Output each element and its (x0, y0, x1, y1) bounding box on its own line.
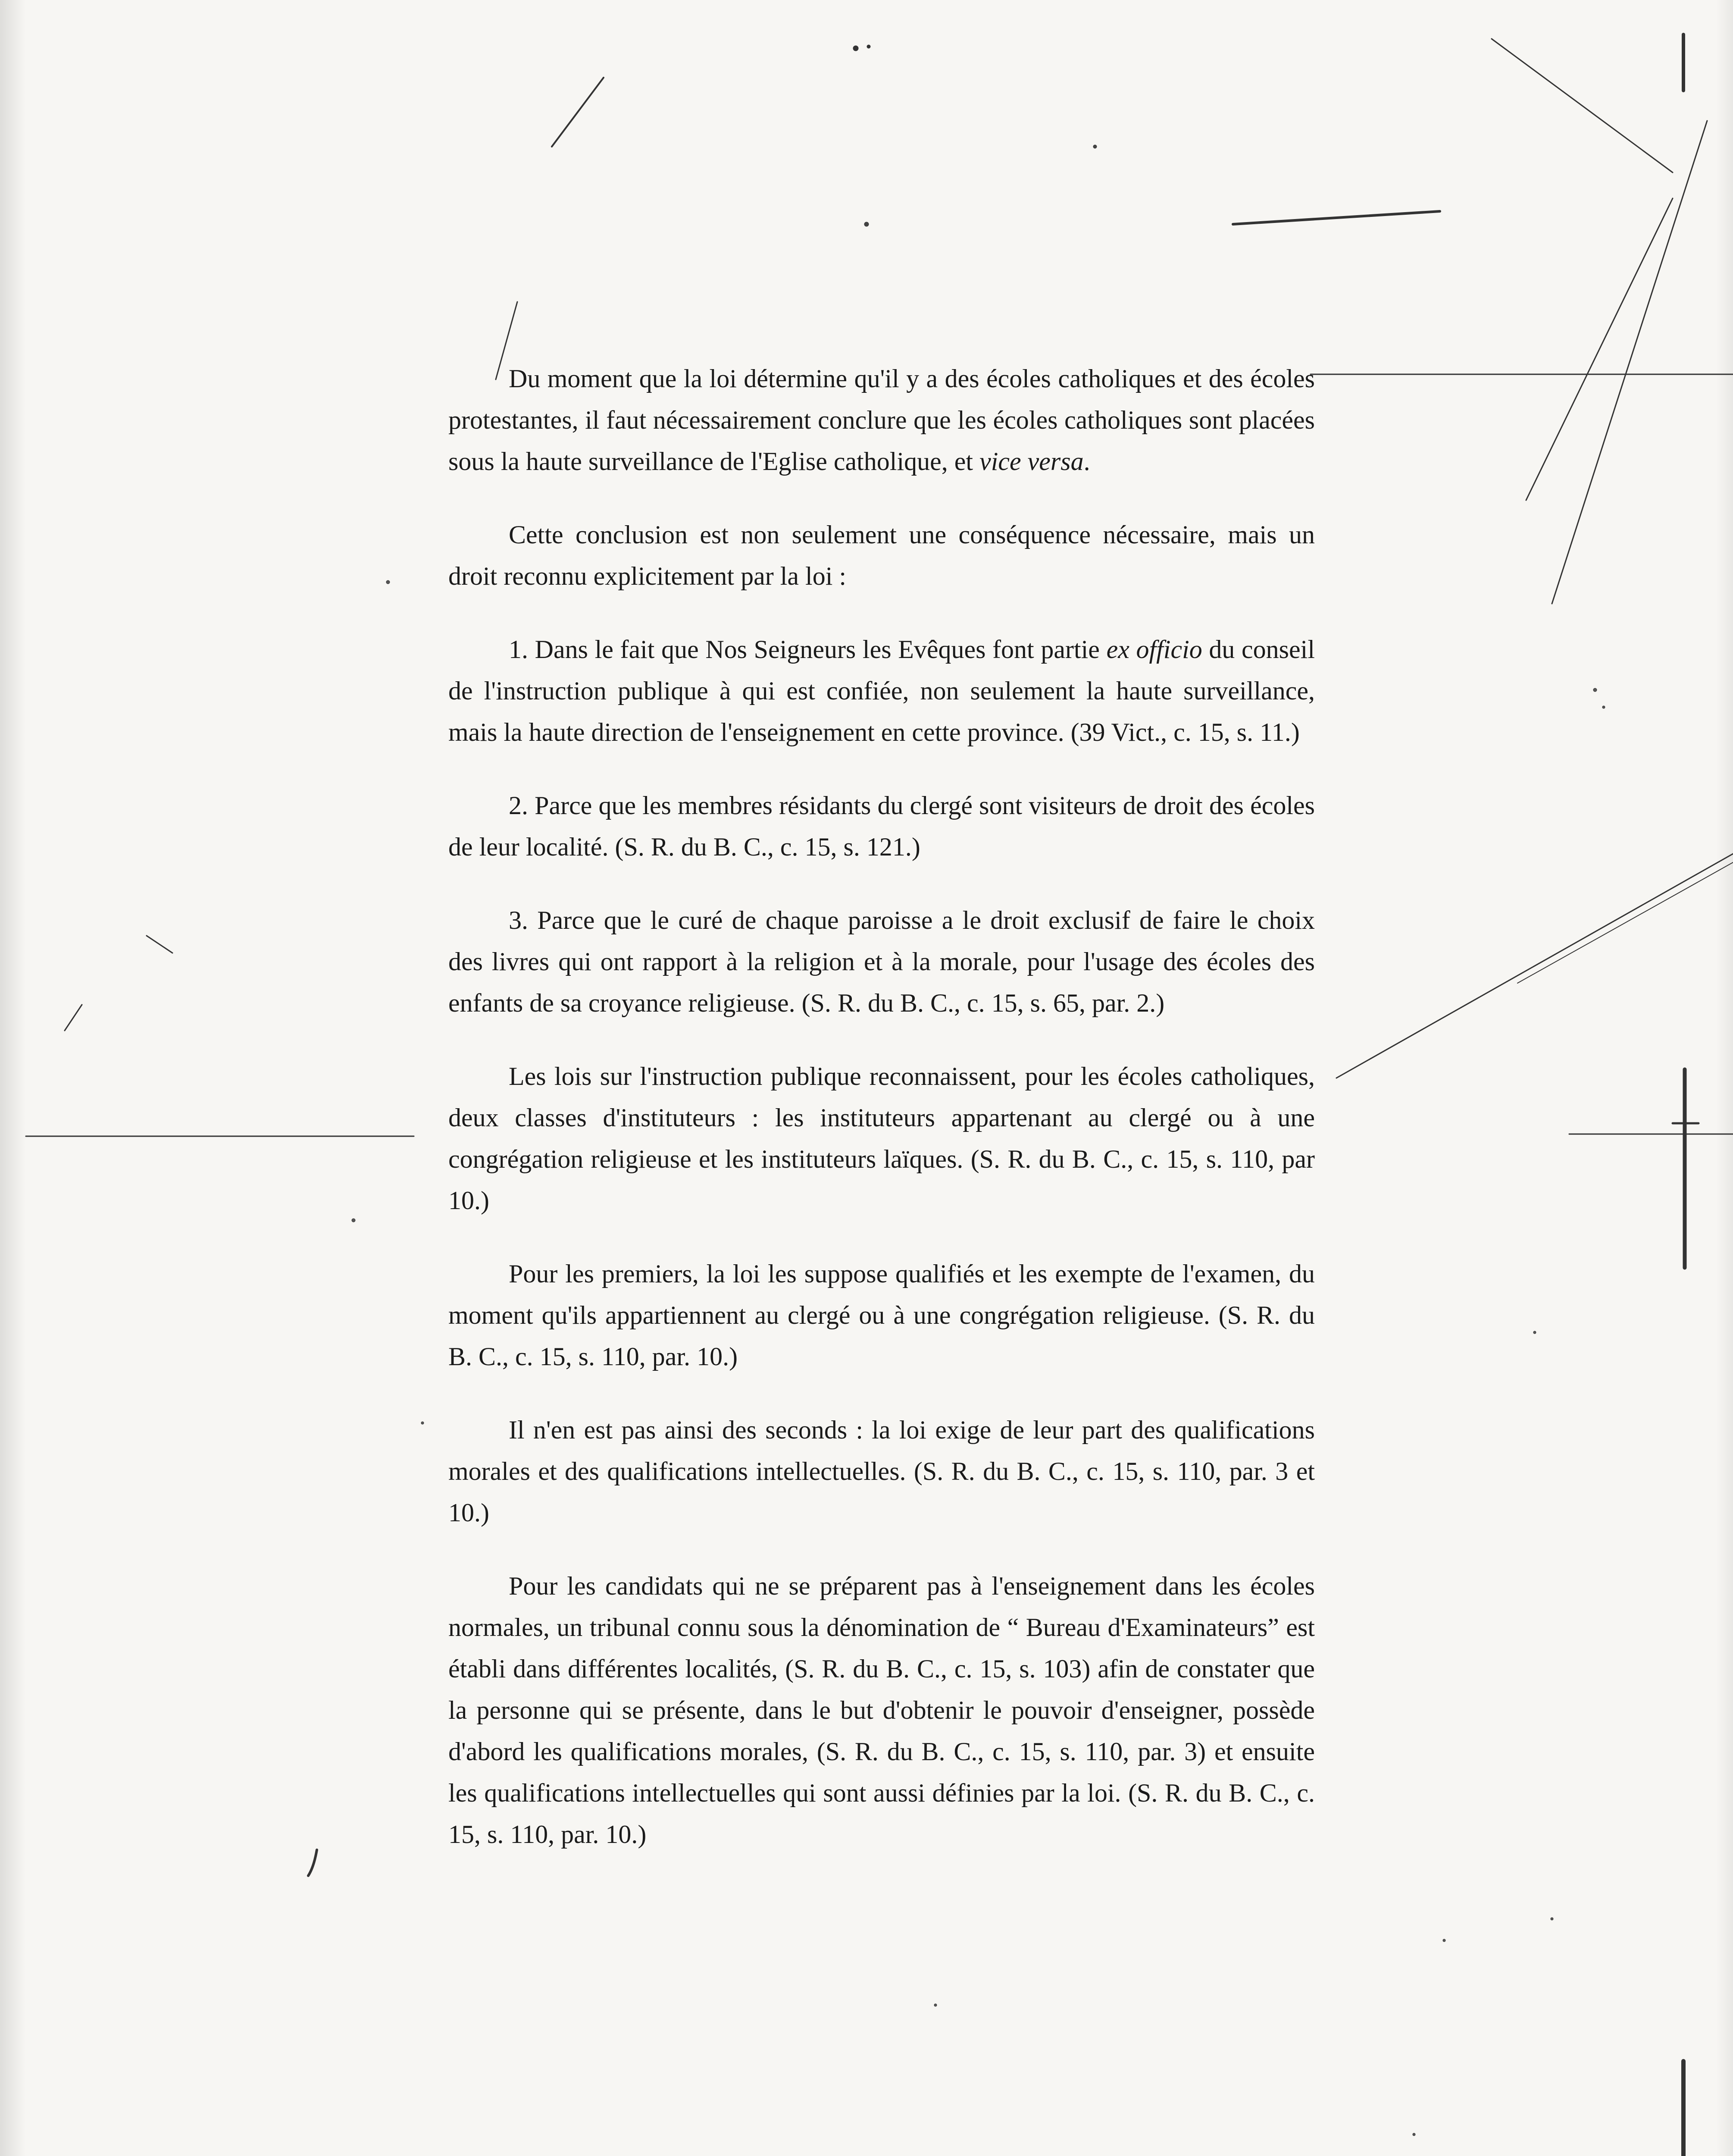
paragraph-8: Il n'en est pas ainsi des seconds : la loi exige de leur part des qualifications morales et des qualifications intellectuelles. (S. R. du B. C., c. 15, s. 110, par. 3 et 10.) (448, 1416, 1315, 1527)
paragraph-9: Pour les candidats qui ne se préparent pas à l'enseignement dans les écoles normales, un tribunal connu sous la dénomination de “ Bureau d'Examinateurs” est établi dans différentes localités, (S. R. du B. C., c. 15, s. 103) afin de constater que la personne qui se présente, dans le but d'obtenir le pouvoir d'enseigner, possède d'abord les qualifications morales, (S. R. du B. C., c. 15, s. 110, par. 3) et ensuite les qualifications intellectuelles qui sont aussi définies par la loi. (S. R. du B. C., c. 15, s. 110, par. 10.) (448, 1572, 1315, 1849)
paragraph-1: Du moment que la loi détermine qu'il y a des écoles catholiques et des écoles protestantes, il faut nécessairement conclure que les écoles catholiques sont placées sous la haute surveillance de l'Eglise catholique, et vice versa. (448, 364, 1315, 476)
paragraph-7: Pour les premiers, la loi les suppose qualifiés et les exempte de l'examen, du moment qu'ils appartiennent au clergé ou à une congrégation religieuse. (S. R. du B. C., c. 15, s. 110, par. 10.) (448, 1260, 1315, 1371)
paragraph-6: Les lois sur l'instruction publique reconnaissent, pour les écoles catholiques, deux classes d'instituteurs : les instituteurs appartenant au clergé ou à une congrégation religieuse et les instituteurs laïques. (S. R. du B. C., c. 15, s. 110, par 10.) (448, 1062, 1315, 1215)
paragraph-3: 1. Dans le fait que Nos Seigneurs les Evêques font partie ex officio du conseil de l'instruction publique à qui est confiée, non seulement la haute surveillance, mais la haute direction de l'enseignement en cette province. (39 Vict., c. 15, s. 11.) (448, 635, 1315, 746)
paragraph-2: Cette conclusion est non seulement une conséquence nécessaire, mais un droit reconnu explicitement par la loi : (448, 520, 1315, 590)
document-body (448, 358, 1315, 1887)
paragraph-5: 3. Parce que le curé de chaque paroisse a le droit exclusif de faire le choix des livres qui ont rapport à la religion et à la morale, pour l'usage des écoles des enfants de sa croyance religieuse. (S. R. du B. C., c. 15, s. 65, par. 2.) (448, 906, 1315, 1017)
paragraph-4: 2. Parce que les membres résidants du clergé sont visiteurs de droit des écoles de leur localité. (S. R. du B. C., c. 15, s. 121.) (448, 791, 1315, 861)
